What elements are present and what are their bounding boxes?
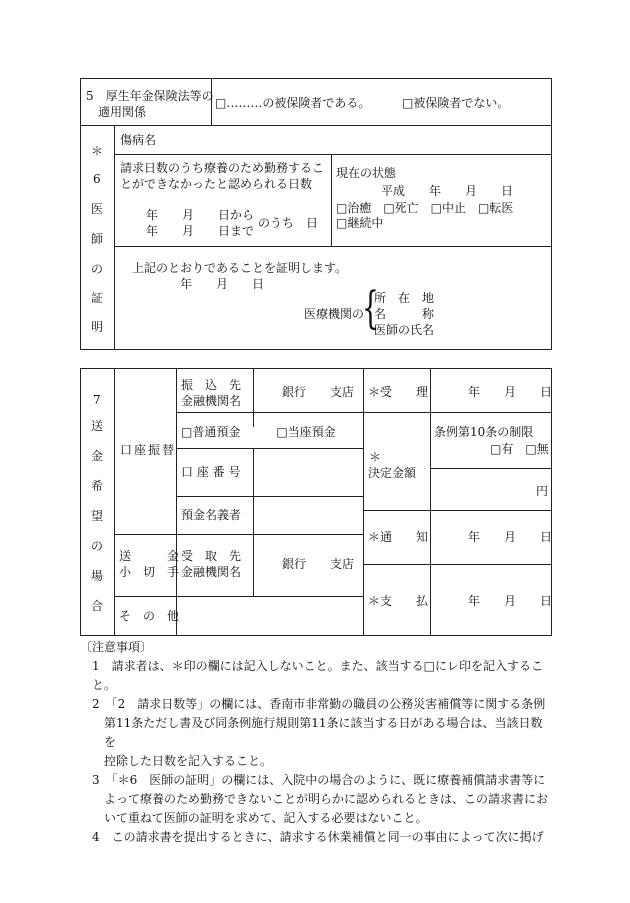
- account-number-field[interactable]: [254, 449, 362, 495]
- note-4-line1: 4 この請求書を提出するときに、請求する休業補償と同一の事由によって次に掲げ: [92, 830, 544, 844]
- note-2-line1: 2 「2 請求日数等」の欄には、香南市非常勤の職員の公務災害補償等に関する条例: [92, 697, 546, 711]
- account-number-label: 口 座 番 号: [181, 465, 241, 479]
- institution-address-label: 所 在 地: [374, 291, 435, 305]
- brace-icon: {: [362, 283, 379, 334]
- notified-label: ＊通 知: [368, 530, 429, 544]
- accepted-label: ＊受 理: [368, 385, 429, 399]
- other-field[interactable]: [177, 597, 362, 635]
- note-2-line2: 第11条ただし書及び同条例施行規則第11条に該当する日がある場合は、当該日数を: [104, 716, 543, 749]
- paid-date: 年 月 日: [468, 594, 553, 608]
- current-status-date: 平成 年 月 日: [381, 184, 514, 198]
- certify-date: 年 月 日: [180, 277, 265, 291]
- doctor-name-label: 医師の氏名: [374, 323, 435, 337]
- remittance-check-line2: 小 切 手: [119, 565, 180, 579]
- section-7-vchar: 望: [91, 509, 104, 523]
- certify-statement: 上記のとおりであることを証明します。: [132, 261, 348, 275]
- recipient-bank-line1: 受 取 先: [181, 549, 242, 563]
- note-3-line2: よって療養のため勤務できないことが明らかに認められるときは、この請求書にお: [104, 792, 549, 806]
- medical-institution-label: 医療機関の: [304, 307, 365, 321]
- institution-name-label: 名 称: [374, 307, 435, 321]
- section-7-vchar: 希: [91, 479, 104, 493]
- section-7-vchar: の: [91, 539, 104, 553]
- article-10-limit-label: 条例第10条の制限: [434, 425, 534, 439]
- injury-name-label: 傷病名: [120, 133, 157, 147]
- section-7-vchar: 送: [91, 419, 104, 433]
- section-5-label-line2: 適用関係: [98, 105, 147, 119]
- current-status-options[interactable]: □治癒 □死亡 □中止 □転医: [336, 201, 514, 215]
- bank-branch-field[interactable]: 銀行 支店: [282, 385, 355, 399]
- notes-section: [80, 638, 552, 847]
- of-which-days: のうち 日: [258, 216, 319, 230]
- recipient-bank-line2: 金融機関名: [181, 565, 242, 579]
- current-status-continuing[interactable]: □継続中: [336, 216, 384, 230]
- account-transfer-label: 口座振替: [120, 443, 177, 457]
- section-6-vertical-label: [80, 125, 114, 350]
- section-5-label-line1: 5 厚生年金保険法等の: [86, 89, 214, 103]
- bank-label-line2: 金融機関名: [181, 394, 242, 408]
- section-6-vchar: 師: [91, 232, 104, 246]
- section-7-vchar: 合: [91, 599, 104, 613]
- decided-amount-label: 決定金額: [368, 466, 417, 480]
- yen-unit: 円: [536, 484, 549, 498]
- from-date-row: 年 月 日から: [146, 208, 255, 222]
- section-7-vchar: 場: [91, 569, 104, 583]
- decided-amount-mark: ＊: [369, 450, 382, 464]
- section-7-vchar: 7: [93, 393, 101, 407]
- article-10-limit-options[interactable]: □有 □無: [490, 442, 549, 456]
- current-status-title: 現在の状態: [336, 166, 397, 180]
- note-1-line1: 1 請求者は、＊印の欄には記入しないこと。また、該当する□にレ印を記入するこ: [92, 659, 543, 673]
- section-7-vertical-label: [80, 368, 114, 636]
- to-date-row: 年 月 日まで: [146, 224, 255, 238]
- section-6-vchar: 証: [91, 291, 104, 305]
- other-label: そ の 他: [119, 609, 180, 623]
- section-6-vchar: 医: [91, 202, 104, 216]
- section-6-vchar: 明: [91, 320, 104, 334]
- not-insured-checkbox-option[interactable]: □被保険者でない。: [402, 96, 510, 110]
- section-6-vchar: 6: [93, 172, 101, 186]
- deposit-type-options[interactable]: □普通預金 □当座預金: [181, 425, 336, 439]
- section-6-vchar: ＊: [91, 144, 104, 158]
- bank-label-line1: 振 込 先: [181, 378, 242, 392]
- paid-label: ＊支 払: [368, 594, 429, 608]
- accepted-date: 年 月 日: [468, 385, 553, 399]
- notified-date: 年 月 日: [468, 530, 553, 544]
- note-3-line1: 3 「＊6 医師の証明」の欄には、入院中の場合のように、既に療養補償請求書等に: [92, 773, 546, 787]
- section-6-vchar: の: [91, 262, 104, 276]
- account-holder-field[interactable]: [254, 497, 362, 533]
- insured-checkbox-option[interactable]: □………の被保険者である。: [215, 96, 371, 110]
- days-label-line1: 請求日数のうち療養のため勤務するこ: [120, 161, 325, 175]
- note-1-line2: と。: [92, 678, 117, 692]
- account-holder-label: 預金名義者: [181, 508, 242, 522]
- recipient-bank-field[interactable]: 銀行 支店: [282, 557, 355, 571]
- notes-heading: 〔注意事項〕: [80, 640, 153, 654]
- note-3-line3: いて重ねて医師の証明を求めて、記入する必要はないこと。: [104, 811, 428, 825]
- note-2-line3: 控除した日数を記入すること。: [104, 754, 273, 768]
- remittance-check-line1: 送 金: [119, 549, 180, 563]
- section-7-vchar: 金: [91, 449, 104, 463]
- days-label-line2: とができなかったと認められる日数: [120, 177, 313, 191]
